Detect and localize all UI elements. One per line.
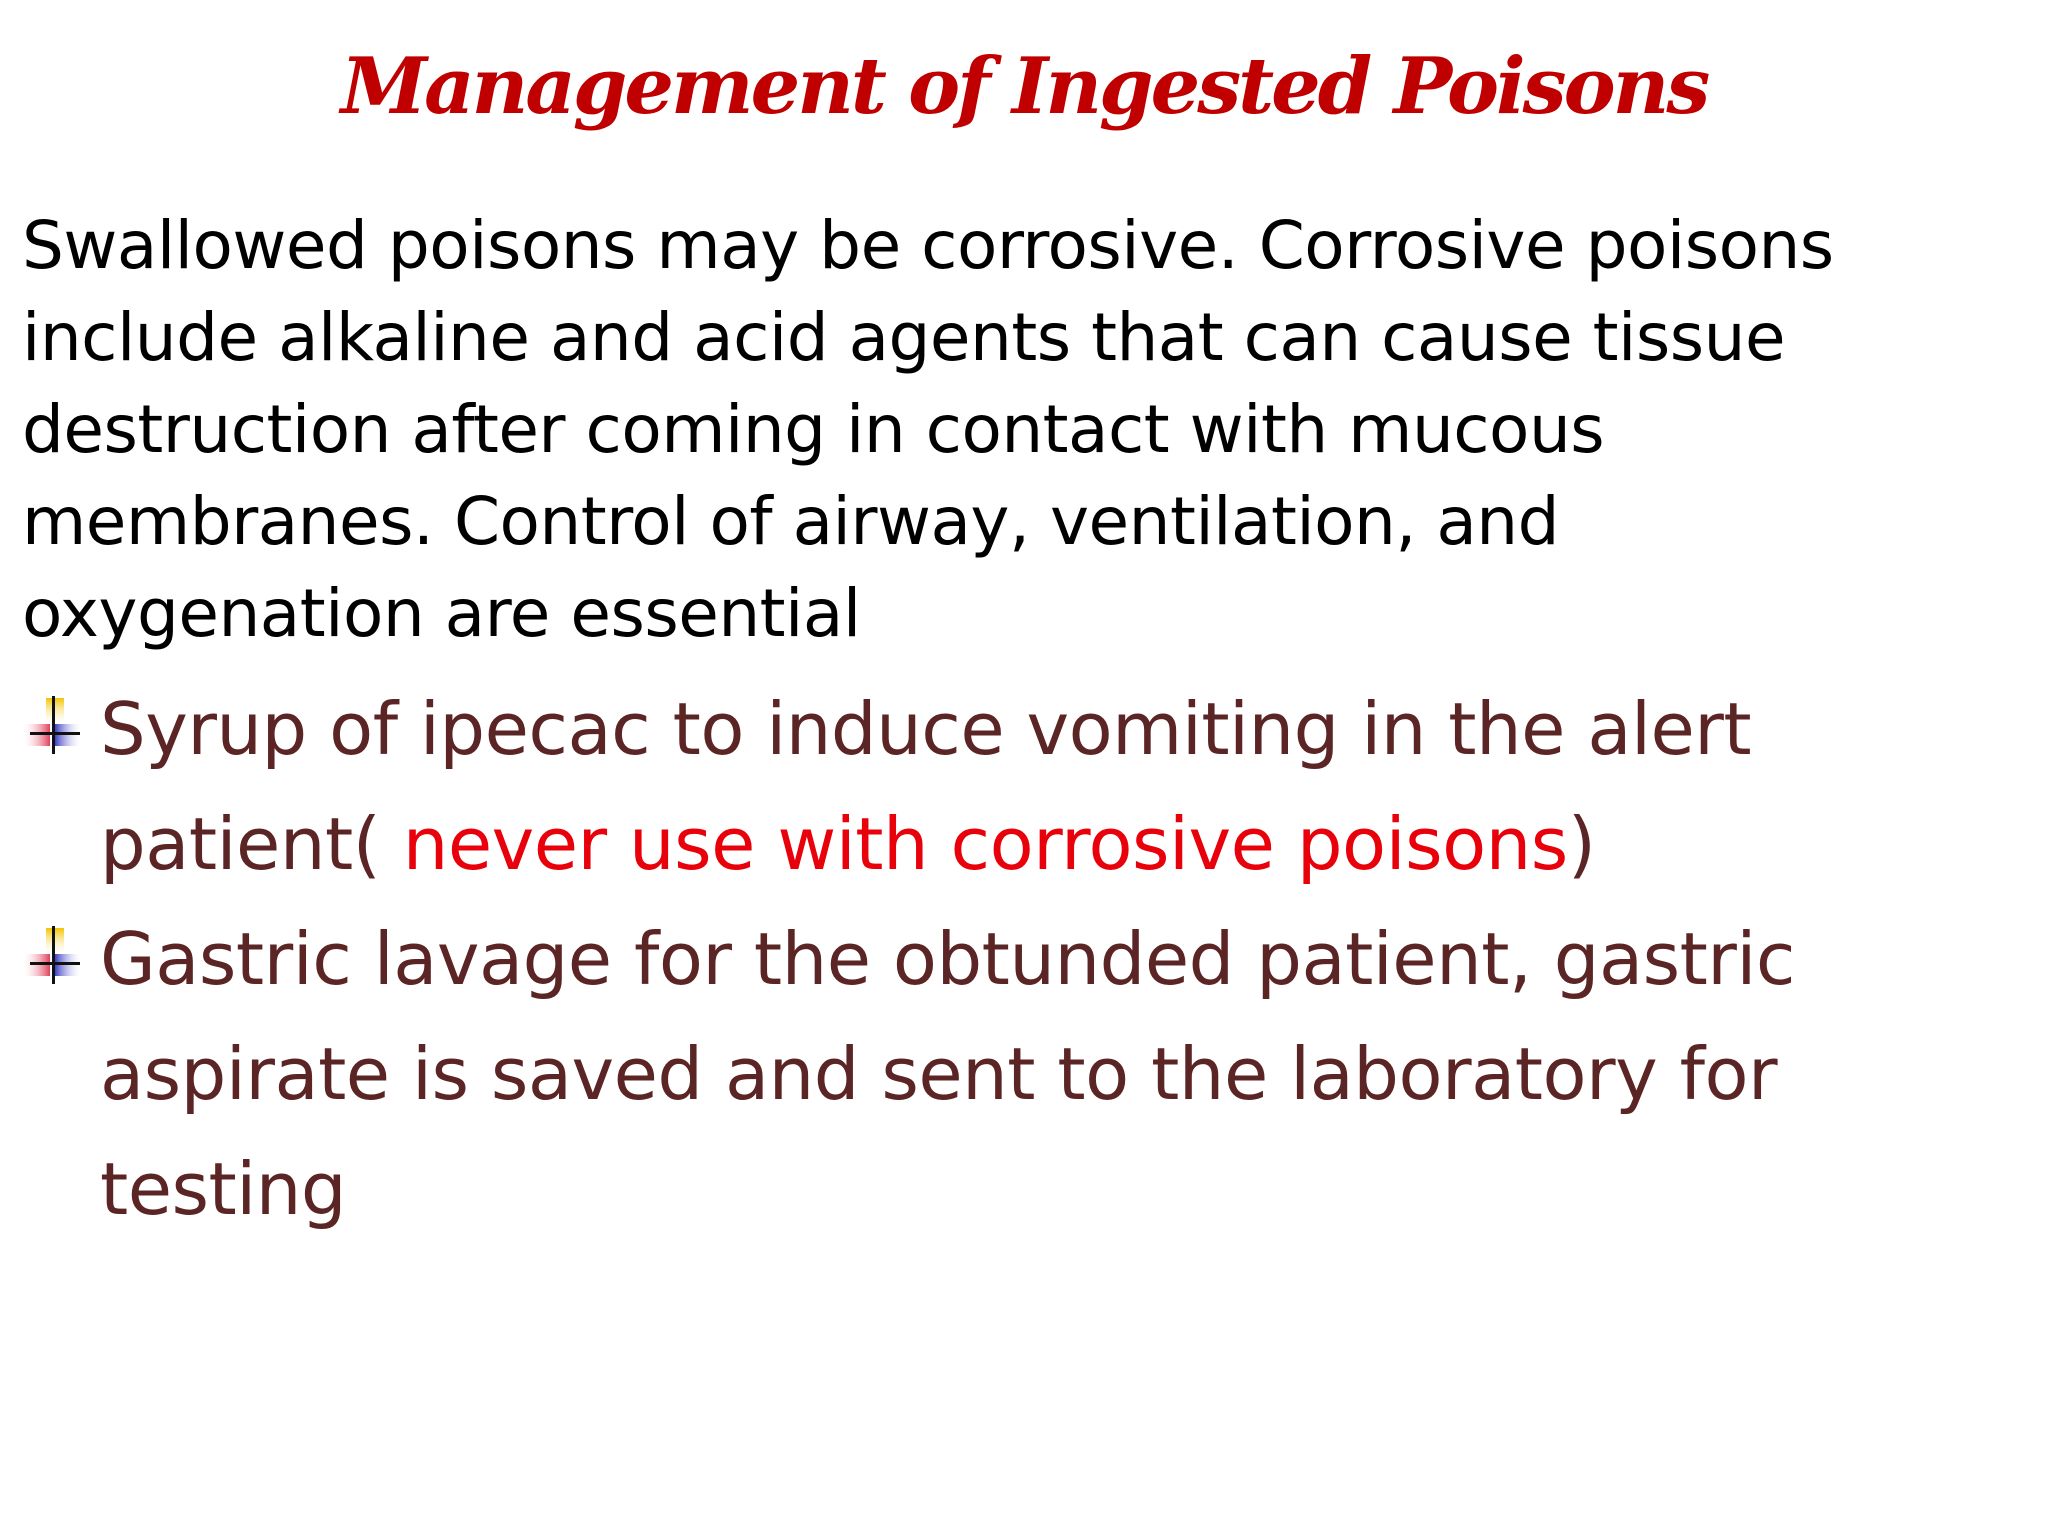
bullet-line bbox=[100, 787, 2022, 902]
intro-line: include alkaline and acid agents that can cause tissue bbox=[22, 299, 1786, 376]
warning-highlight: never use with corrosive poisons bbox=[402, 802, 1568, 886]
bullet-item-gastric-lavage bbox=[22, 902, 2022, 1247]
bullet-text-prefix: patient( bbox=[100, 802, 403, 886]
bullet-list bbox=[22, 672, 2022, 1247]
intro-line: destruction after coming in contact with mucous bbox=[22, 391, 1605, 468]
bullet-line: testing bbox=[100, 1147, 347, 1231]
bullet-text-suffix: ) bbox=[1567, 802, 1596, 886]
intro-line: membranes. Control of airway, ventilation, and bbox=[22, 483, 1559, 560]
intro-line: Swallowed poisons may be corrosive. Corrosive poisons bbox=[22, 207, 1834, 284]
bullet-line: aspirate is saved and sent to the laboratory for bbox=[100, 1032, 1778, 1116]
intro-paragraph bbox=[22, 200, 2022, 660]
bullet-line: Gastric lavage for the obtunded patient, gastric bbox=[100, 917, 1795, 1001]
slide-title: Management of Ingested Poisons bbox=[340, 41, 1708, 132]
bullet-plus-icon bbox=[22, 694, 84, 756]
bullet-plus-icon bbox=[22, 924, 84, 986]
bullet-line: Syrup of ipecac to induce vomiting in the alert bbox=[100, 687, 1752, 771]
bullet-item-ipecac bbox=[22, 672, 2022, 902]
intro-line: oxygenation are essential bbox=[22, 575, 861, 652]
